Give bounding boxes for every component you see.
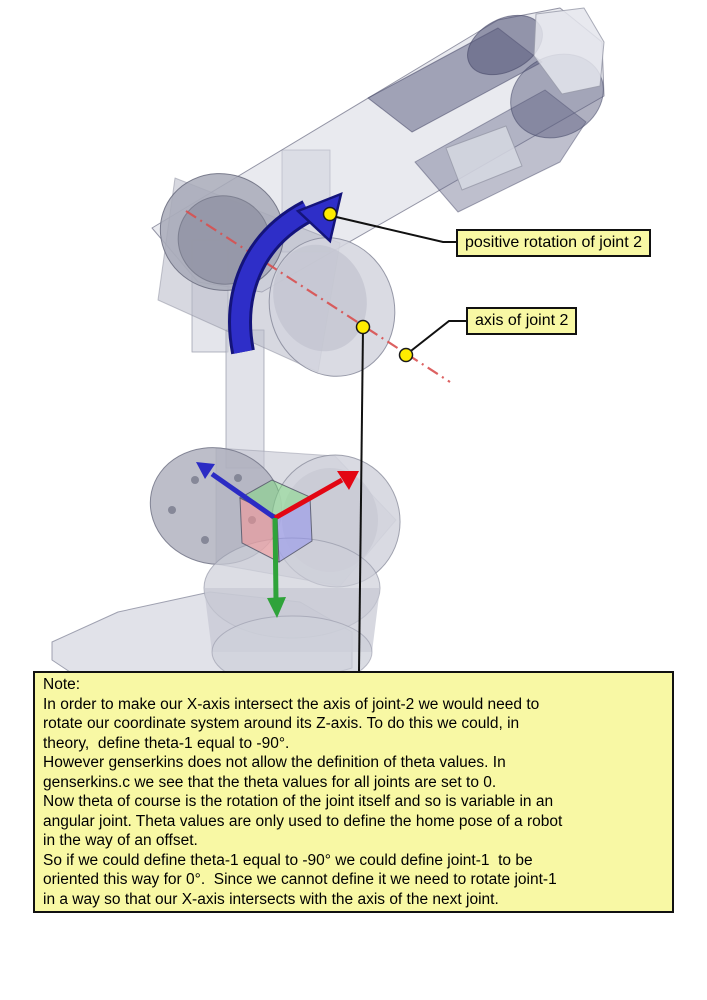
note-line: oriented this way for 0°. Since we cannot define it we need to rotate joint-1 [43, 871, 557, 888]
marker-dot-axis-upper [357, 321, 370, 334]
leader-axis-of-joint2 [407, 321, 468, 354]
note-line: in the way of an offset. [43, 832, 198, 849]
callout-axis-of-joint2: axis of joint 2 [466, 307, 577, 335]
callout-positive-rotation: positive rotation of joint 2 [456, 229, 651, 257]
marker-dot-axis-lower [400, 349, 413, 362]
note-line: However genserkins does not allow the definition of theta values. In [43, 754, 506, 771]
y-axis-arrow [275, 518, 276, 600]
flange-bolt-hole [201, 536, 209, 544]
flange-bolt-hole [168, 506, 176, 514]
note-box [33, 671, 674, 913]
note-line: Now theta of course is the rotation of the joint itself and so is variable in an [43, 793, 554, 810]
note-line: So if we could define theta-1 equal to -90° we could define joint-1 to be [43, 851, 533, 869]
note-title: Note: [43, 676, 81, 693]
robot-rendering [52, 3, 618, 692]
note-line: genserkins.c we see that the theta values for all joints are set to 0. [43, 773, 497, 791]
note-line: in a way so that our X-axis intersects with the axis of the next joint. [43, 890, 499, 908]
flange-bolt-hole [191, 476, 199, 484]
marker-dot-rotation [324, 208, 337, 221]
note-line: In order to make our X-axis intersect the axis of joint-2 we would need to [43, 695, 540, 713]
flange-bolt-hole [234, 474, 242, 482]
note-line: theory, define theta-1 equal to -90°. [43, 734, 290, 752]
note-line: rotate our coordinate system around its Z-axis. To do this we could, in [43, 715, 520, 732]
note-line: angular joint. Theta values are only used to define the home pose of a robot [43, 812, 563, 830]
